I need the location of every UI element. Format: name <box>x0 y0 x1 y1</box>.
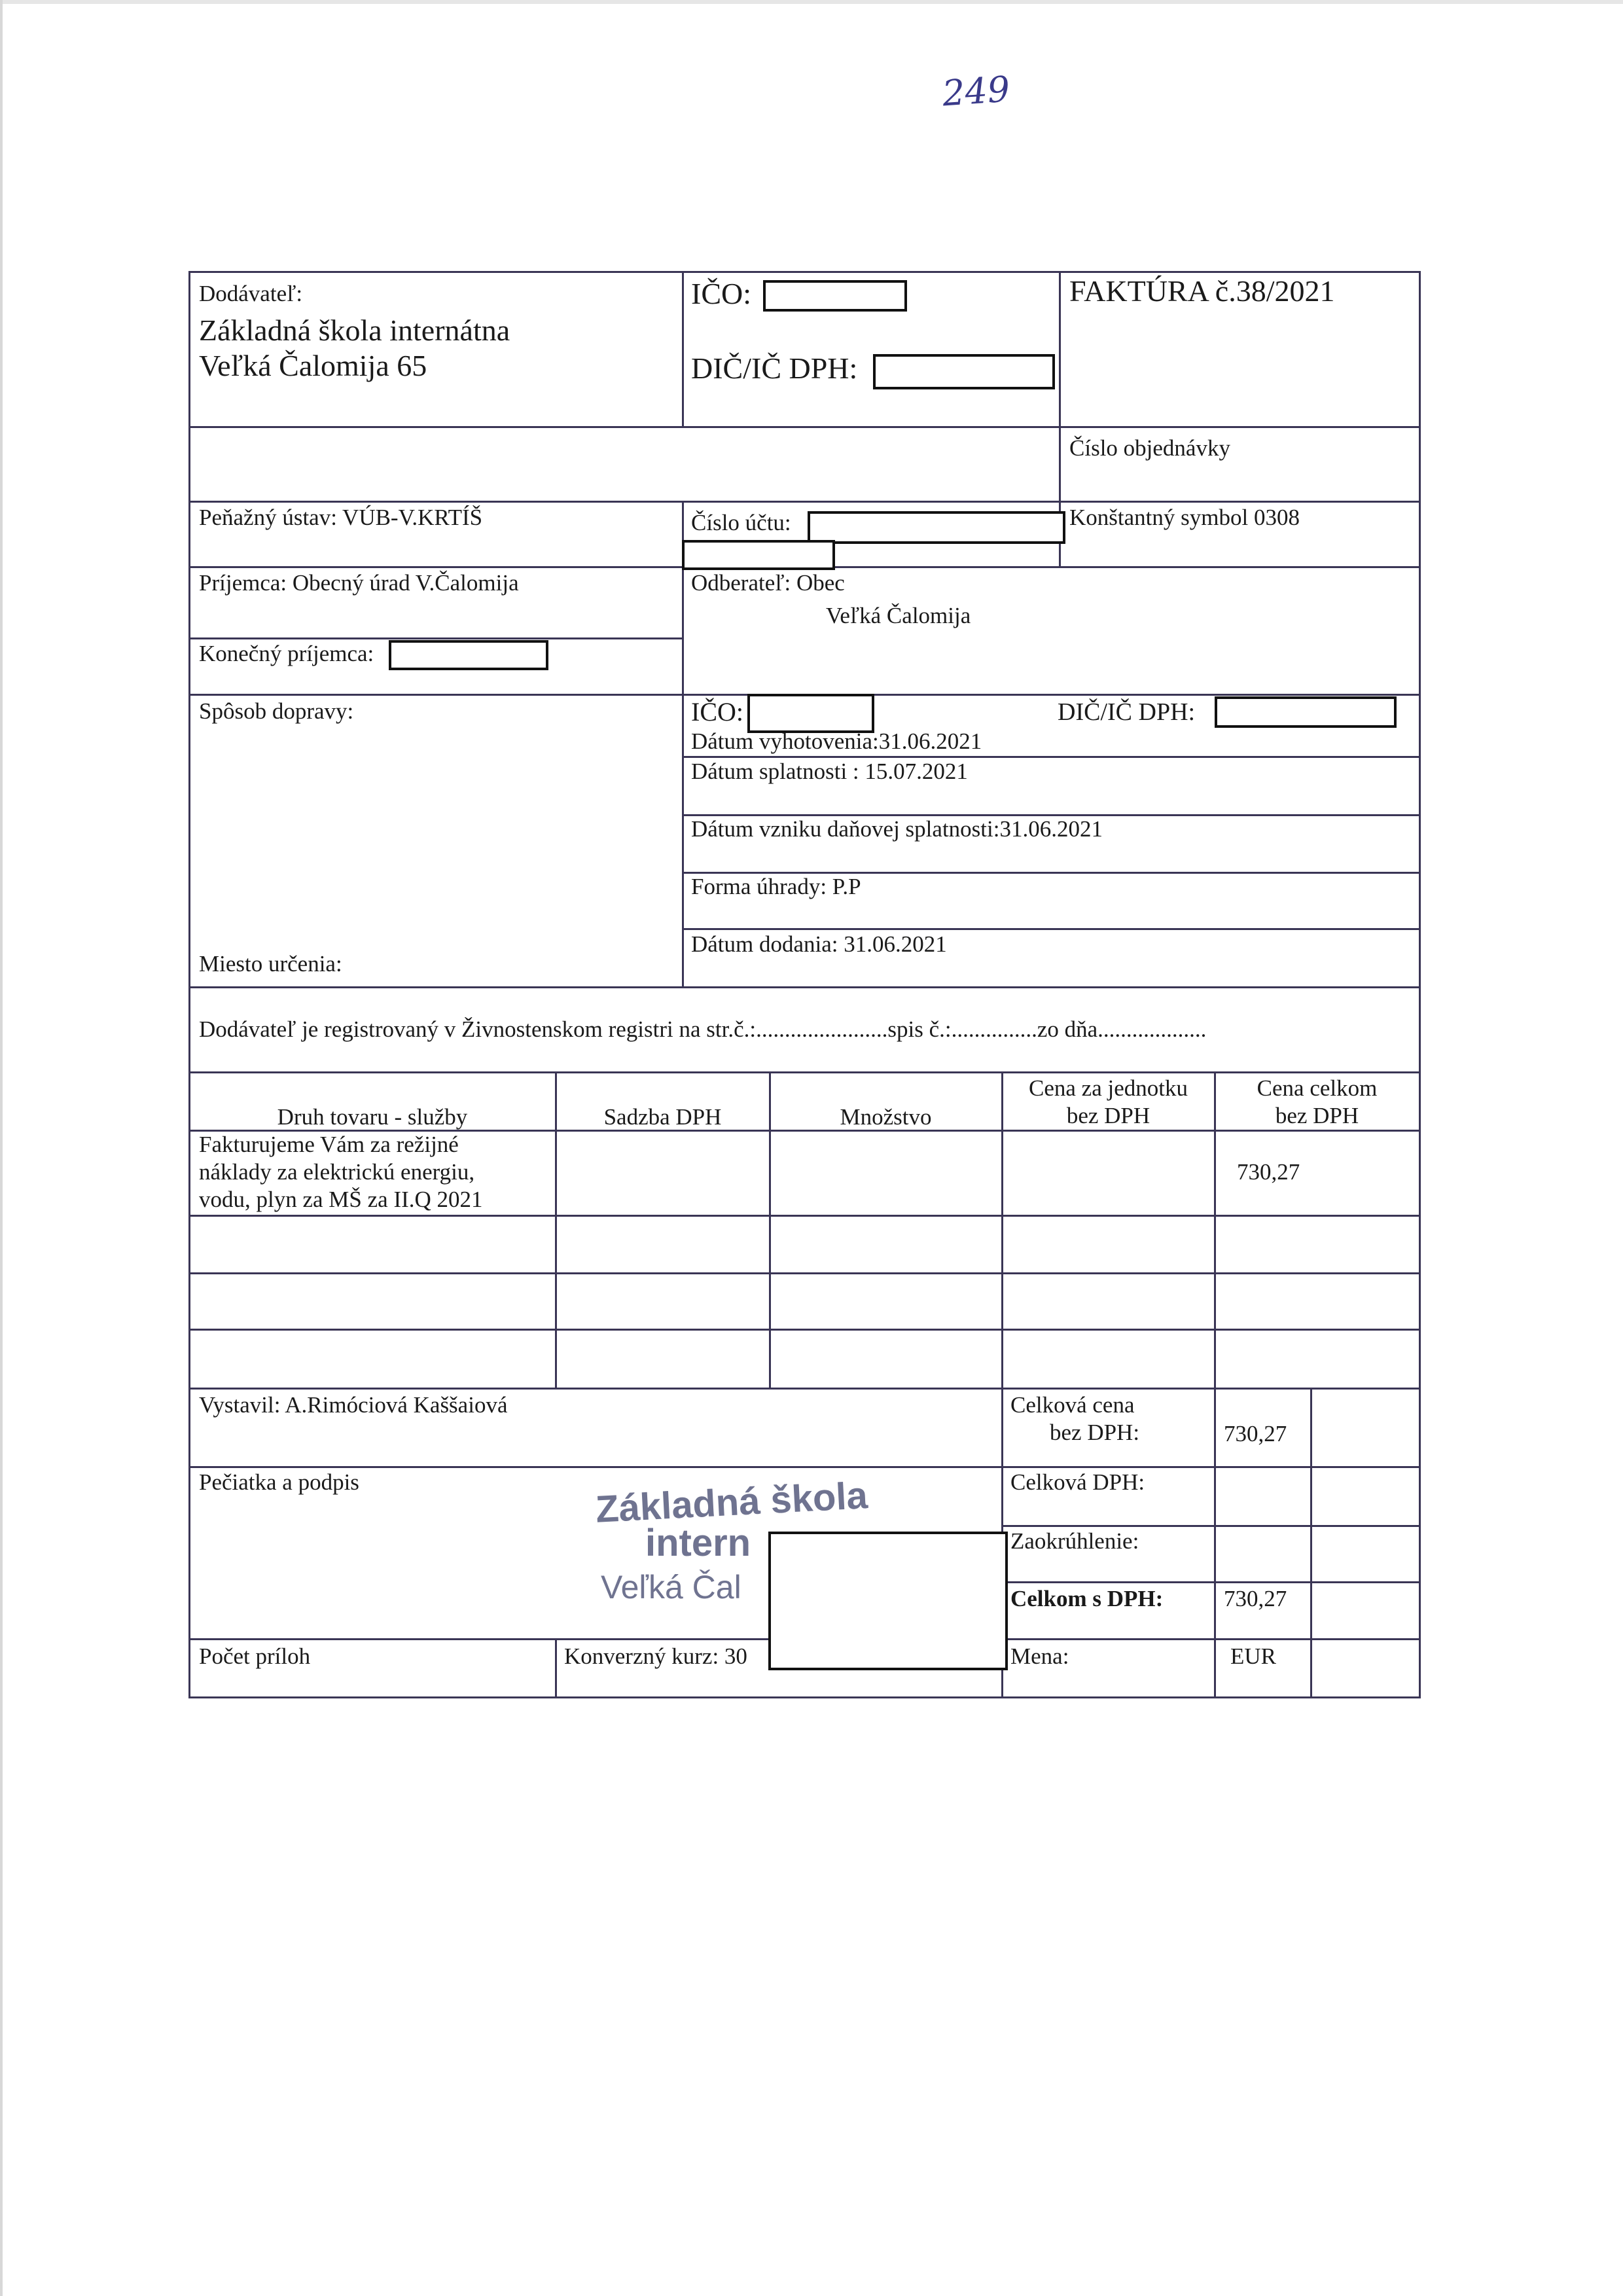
grid-line <box>190 501 1420 503</box>
redacted-account-number <box>808 511 1065 544</box>
grid-line <box>190 1466 1420 1468</box>
constant-symbol: Konštantný symbol 0308 <box>1069 505 1300 530</box>
col-header-unit-price: bez DPH <box>1066 1103 1150 1128</box>
col-header-total: Cena celkom <box>1257 1075 1378 1101</box>
grid-line <box>190 637 682 639</box>
destination-label: Miesto určenia: <box>199 951 342 977</box>
customer-ico-label: IČO: <box>691 697 743 726</box>
stamp-signature-label: Pečiatka a podpis <box>199 1469 359 1495</box>
supplier-label: Dodávateľ: <box>199 281 303 306</box>
delivery-date: Dátum dodania: 31.06.2021 <box>691 931 947 957</box>
item-total: 730,27 <box>1237 1159 1300 1185</box>
grid-line <box>190 271 1420 273</box>
grid-line <box>1059 271 1061 501</box>
item-description: náklady za elektrickú energiu, <box>199 1159 475 1185</box>
grid-line <box>1001 1525 1420 1527</box>
payment-form: Forma úhrady: P.P <box>691 874 861 899</box>
redacted-customer-dic <box>1215 696 1397 728</box>
due-date: Dátum splatnosti : 15.07.2021 <box>691 759 968 784</box>
currency-value: EUR <box>1230 1643 1276 1669</box>
grid-line <box>555 1638 557 1696</box>
grid-line <box>188 271 190 1698</box>
stamp-text: Základná škola <box>594 1474 869 1531</box>
total-with-vat-value: 730,27 <box>1224 1586 1287 1611</box>
customer-dic-label: DIČ/IČ DPH: <box>1058 698 1196 726</box>
grid-line <box>190 1272 1420 1274</box>
grid-line <box>1214 1388 1216 1696</box>
account-number-label: Číslo účtu: <box>691 510 791 535</box>
issued-by: Vystavil: A.Rimóciová Kaššaiová <box>199 1392 508 1418</box>
conversion-rate-label: Konverzný kurz: 30 <box>564 1643 747 1669</box>
supplier-address: Veľká Čalomija 65 <box>199 349 427 382</box>
recipient: Príjemca: Obecný úrad V.Čalomija <box>199 570 519 596</box>
transport-label: Spôsob dopravy: <box>199 698 354 724</box>
total-vat-label: Celková DPH: <box>1010 1469 1145 1495</box>
col-header-vat-rate: Sadzba DPH <box>603 1104 722 1130</box>
grid-line <box>190 986 1420 988</box>
stamp-text: Veľká Čal <box>601 1569 741 1605</box>
attachments-label: Počet príloh <box>199 1643 311 1669</box>
grid-line <box>190 1215 1420 1217</box>
grid-line <box>190 1071 1420 1073</box>
col-header-quantity: Množstvo <box>840 1104 932 1130</box>
supplier-name: Základná škola internátna <box>199 314 510 347</box>
redacted-customer-ico <box>747 694 874 733</box>
grid-line <box>1001 1581 1420 1583</box>
grid-line <box>190 1696 1420 1698</box>
customer-name: Veľká Čalomija <box>826 603 971 628</box>
grid-line <box>1419 271 1421 1698</box>
supplier-ico-label: IČO: <box>691 277 751 310</box>
stamp-text: intern <box>645 1522 751 1564</box>
customer-label: Odberateľ: Obec <box>691 570 845 596</box>
handwritten-page-number: 249 <box>940 68 1012 115</box>
total-no-vat-value: 730,27 <box>1224 1421 1287 1446</box>
grid-line <box>682 928 1420 930</box>
item-description: Fakturujeme Vám za režijné <box>199 1132 459 1157</box>
order-number-label: Číslo objednávky <box>1069 435 1230 461</box>
redacted-account-number <box>682 540 835 570</box>
redacted-supplier-dic <box>873 354 1055 389</box>
total-no-vat-label: Celková cena <box>1010 1392 1135 1418</box>
item-description: vodu, plyn za MŠ za II.Q 2021 <box>199 1187 483 1212</box>
grid-line <box>1310 1388 1312 1696</box>
supplier-dic-label: DIČ/IČ DPH: <box>691 351 858 385</box>
col-header-total: bez DPH <box>1275 1103 1359 1128</box>
invoice-title: FAKTÚRA č.38/2021 <box>1069 274 1335 308</box>
redacted-stamp-detail <box>768 1532 1008 1670</box>
grid-line <box>190 1329 1420 1331</box>
tax-point-date: Dátum vzniku daňovej splatnosti:31.06.2021 <box>691 816 1103 842</box>
redacted-final-recipient <box>389 640 548 670</box>
final-recipient-label: Konečný príjemca: <box>199 641 374 666</box>
currency-label: Mena: <box>1010 1643 1069 1669</box>
redacted-supplier-ico <box>763 280 907 312</box>
grid-line <box>190 1388 1420 1390</box>
grid-line <box>682 756 1420 758</box>
rounding-label: Zaokrúhlenie: <box>1010 1528 1139 1554</box>
grid-line <box>682 501 684 986</box>
total-with-vat-label: Celkom s DPH: <box>1010 1586 1164 1611</box>
issue-date: Dátum vyhotovenia:31.06.2021 <box>691 728 982 754</box>
bank-label: Peňažný ústav: VÚB-V.KRTÍŠ <box>199 505 483 530</box>
grid-line <box>682 271 684 426</box>
grid-line <box>190 426 1420 428</box>
col-header-unit-price: Cena za jednotku <box>1029 1075 1188 1101</box>
page-edge <box>0 0 3 2296</box>
total-no-vat-label: bez DPH: <box>1050 1420 1140 1445</box>
registry-note: Dodávateľ je registrovaný v Živnostenskom registri na str.č.:.......................spis č.:...............zo dňa................... <box>199 1016 1207 1042</box>
col-header-goods: Druh tovaru - služby <box>277 1104 468 1130</box>
page-edge <box>0 0 1623 4</box>
